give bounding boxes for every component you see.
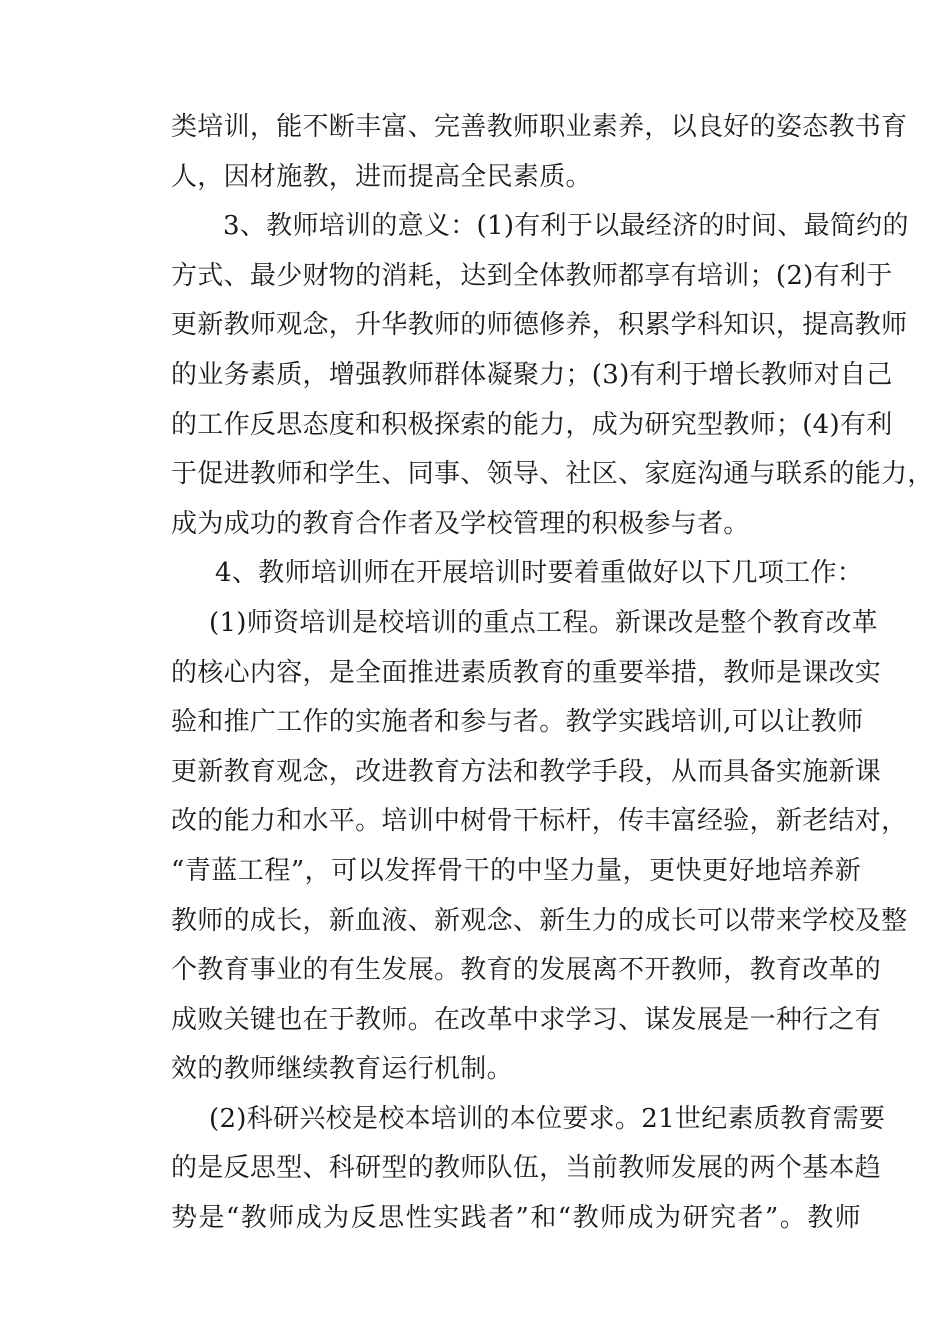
text-line-6: 的业务素质，增强教师群体凝聚力；(3)有利于增长教师对自己 — [171, 359, 893, 390]
text-line-14: 更新教育观念，改进教育方法和教学手段，从而具备实施新课 — [171, 756, 882, 787]
text-line-20: 效的教师继续教育运行机制。 — [171, 1054, 513, 1085]
text-line-17: 教师的成长，新血液、新观念、新生力的成长可以带来学校及整 — [171, 905, 908, 936]
text-line-4: 方式、最少财物的消耗，达到全体教师都享有培训；(2)有利于 — [171, 260, 893, 291]
text-line-11: (1)师资培训是校培训的重点工程。新课改是整个教育改革 — [209, 607, 878, 638]
text-line-15: 改的能力和水平。培训中树骨干标杆，传丰富经验，新老结对， — [171, 806, 908, 837]
text-line-22: 的是反思型、科研型的教师队伍，当前教师发展的两个基本趋 — [171, 1153, 882, 1184]
text-line-3: 3、教师培训的意义：(1)有利于以最经济的时间、最简约的 — [223, 211, 909, 242]
text-line-21: (2)科研兴校是校本培训的本位要求。21世纪素质教育需要 — [209, 1103, 886, 1134]
text-line-7: 的工作反思态度和积极探索的能力，成为研究型教师；(4)有利 — [171, 409, 893, 440]
text-line-2: 人，因材施教，进而提高全民素质。 — [171, 161, 592, 192]
text-line-12: 的核心内容，是全面推进素质教育的重要举措，教师是课改实 — [171, 657, 882, 688]
text-line-13: 验和推广工作的实施者和参与者。教学实践培训,可以让教师 — [171, 707, 864, 738]
text-line-5: 更新教师观念，升华教师的师德修养，积累学科知识，提高教师 — [171, 310, 908, 341]
text-line-16: “青蓝工程”，可以发挥骨干的中坚力量，更快更好地培养新 — [171, 855, 861, 886]
text-line-18: 个教育事业的有生发展。教育的发展离不开教师，教育改革的 — [171, 955, 882, 986]
text-line-9: 成为成功的教育合作者及学校管理的积极参与者。 — [171, 508, 750, 539]
text-line-1: 类培训，能不断丰富、完善教师职业素养，以良好的姿态教书育 — [171, 112, 908, 142]
text-line-19: 成败关键也在于教师。在改革中求学习、谋发展是一种行之有 — [171, 1004, 882, 1035]
text-line-8: 于促进教师和学生、同事、领导、社区、家庭沟通与联系的能力， — [171, 459, 934, 490]
text-line-10: 4、教师培训师在开展培训时要着重做好以下几项工作： — [215, 558, 864, 589]
text-line-23: 势是“教师成为反思性实践者”和“教师成为研究者”。教师 — [171, 1203, 861, 1234]
document-body — [171, 103, 934, 1244]
